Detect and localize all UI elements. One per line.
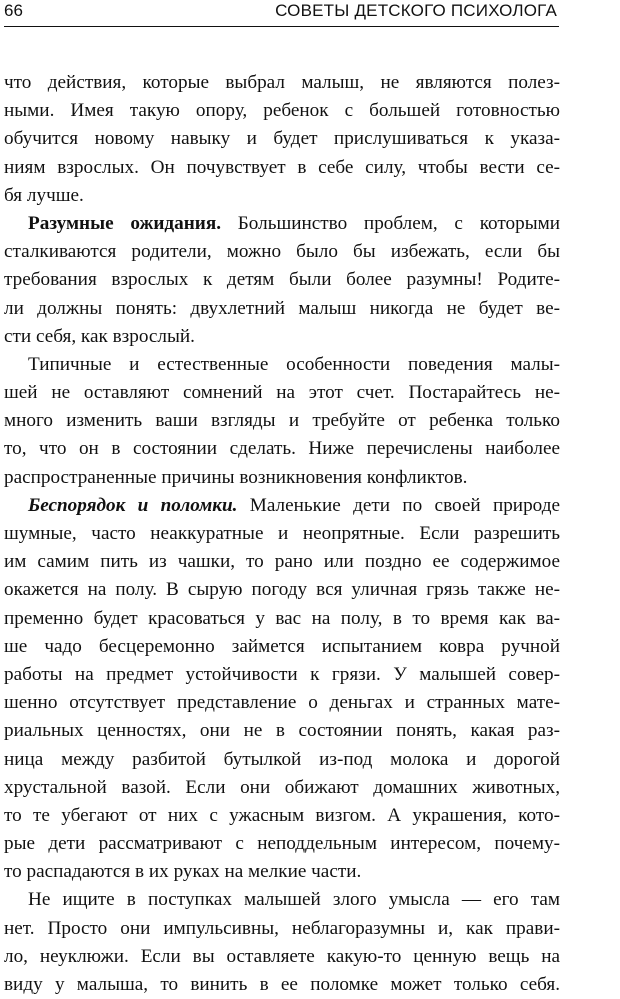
text-line: работы на предмет устойчивости к грязи. У малышей совер- (4, 663, 560, 685)
paragraph (4, 492, 560, 887)
text-line (4, 492, 560, 520)
text-line: шей не оставляют сомнений на этот счет. Постарайтесь не- (4, 382, 560, 404)
paragraph (4, 69, 560, 210)
text-line (4, 210, 560, 238)
body-text (4, 69, 560, 999)
text-line: Типичные и естественные особенности поведения малы- (28, 353, 560, 375)
text-line: требования взрослых к детям были более разумны! Родите- (4, 269, 560, 291)
text-line: обучится новому навыку и будет прислушиваться к указа- (4, 128, 560, 150)
text-line: что действия, которые выбрал малыш, не являются полез- (4, 72, 560, 93)
text-line: то распадаются в их руках на мелкие части. (4, 861, 362, 883)
text-line: то те убегают от них с ужасным визгом. А украшения, кото- (4, 804, 560, 826)
text-line: нет. Просто они импульсивны, неблагоразумны и, как прави- (4, 917, 560, 939)
text-line: то, что он в состоянии сделать. Ниже перечислены наиболее (4, 438, 560, 460)
text-line: ше чадо бесцеремонно займется испытанием ковра ручной (4, 635, 560, 657)
text-line: ли должны понять: двухлетний малыш никогда не будет ве- (4, 297, 560, 319)
text-line: пременно будет красоваться у вас на полу, в то время как ва- (4, 607, 560, 629)
paragraph (4, 886, 560, 999)
text-line: им самим пить из чашки, то рано или поздно ее содержимое (4, 551, 560, 573)
text-line: много изменить ваши взгляды и требуйте от ребенка только (4, 410, 560, 432)
paragraph (4, 351, 560, 492)
paragraph-lead: Разумные ожидания. (28, 212, 222, 234)
text-line: виду у малыша, то винить в ее поломке может только себя. (4, 974, 560, 995)
paragraph (4, 210, 560, 351)
text-line: шенно отсутствует представление о деньгах и странных мате- (4, 692, 560, 714)
running-head (4, 0, 559, 27)
page-number: 66 (4, 1, 23, 20)
text-line: хрустальной вазой. Если они обижают домашних животных, (4, 776, 560, 798)
text-line: сти себя, как взрослый. (4, 325, 195, 347)
running-head-title: СОВЕТЫ ДЕТСКОГО ПСИХОЛОГА (275, 1, 557, 20)
text-line: Не ищите в поступках малышей злого умысла — его там (28, 889, 560, 911)
text-line: ниям взрослых. Он почувствует в себе силу, чтобы вести се- (4, 156, 560, 178)
text-span: Маленькие дети по своей природе (237, 494, 560, 516)
text-span: Большинство проблем, с которыми (221, 212, 560, 234)
text-line: распространенные причины возникновения конфликтов. (4, 466, 468, 488)
text-line: шумные, часто неаккуратные и неопрятные. Если разрешить (4, 523, 560, 544)
text-line: риальных ценностях, они не в состоянии понять, какая раз- (4, 720, 560, 742)
text-line: ными. Имея такую опору, ребенок с большей готовностью (4, 100, 560, 122)
text-line: ло, неуклюжи. Если вы оставляете какую-то ценную вещь на (4, 945, 560, 967)
text-line: рые дети рассматривают с неподдельным интересом, почему- (4, 833, 560, 855)
paragraph-lead: Беспорядок и поломки. (28, 494, 238, 516)
text-line: ница между разбитой бутылкой из-под молока и дорогой (4, 748, 560, 770)
text-line: сталкиваются родители, можно было бы избежать, если бы (4, 241, 560, 263)
text-line: окажется на полу. В сырую погоду вся уличная грязь также не- (4, 579, 560, 601)
text-line: бя лучше. (4, 184, 84, 206)
